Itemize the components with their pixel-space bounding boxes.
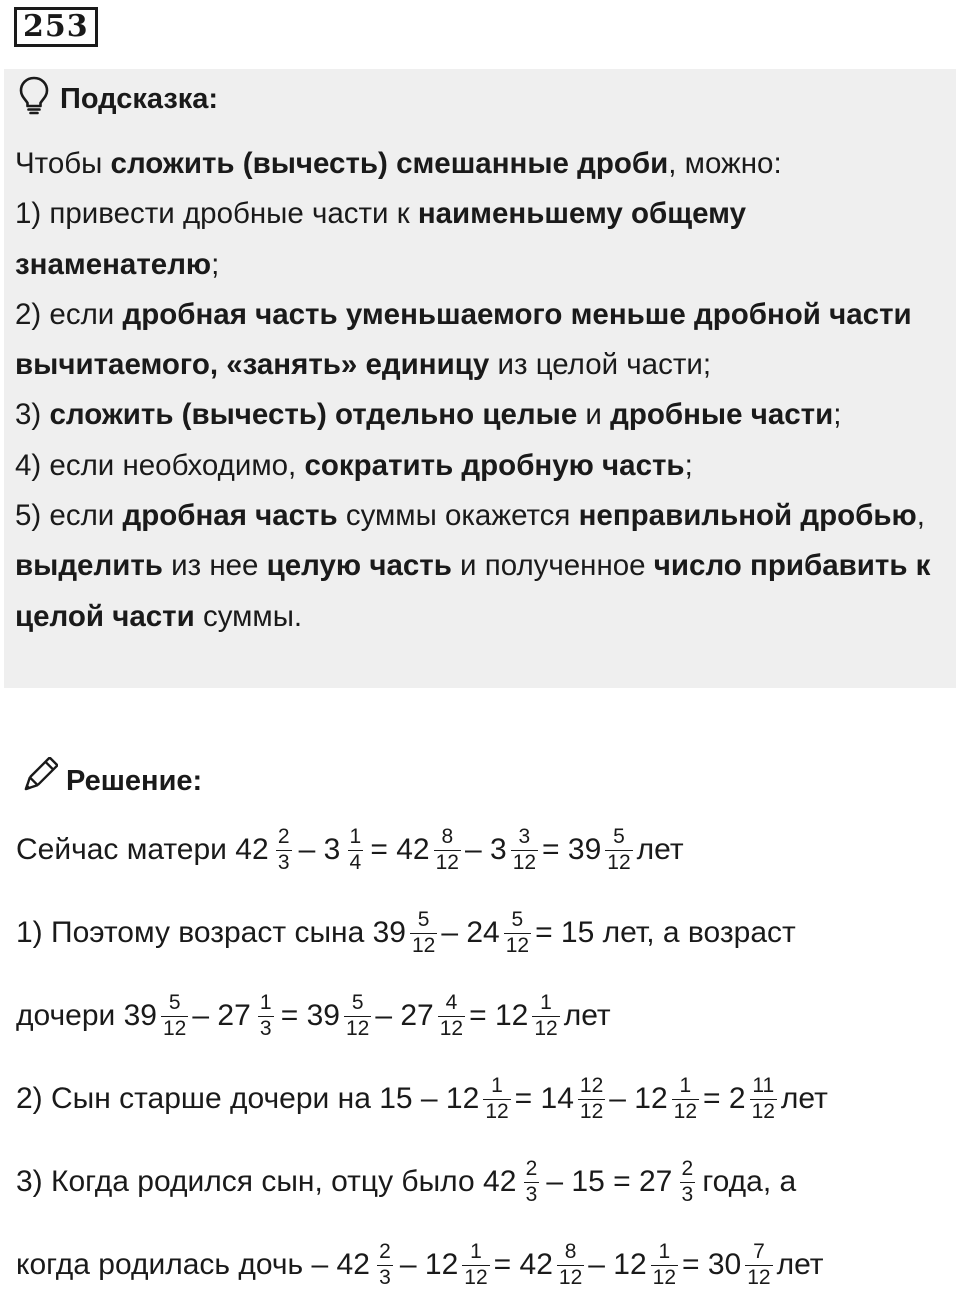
fraction-numerator: 1 <box>259 991 272 1015</box>
hint-paragraph <box>15 491 945 642</box>
fraction <box>532 992 559 1039</box>
fraction-denominator: 4 <box>349 850 362 874</box>
hint-paragraph <box>15 441 945 491</box>
hint-text: и полученное <box>451 549 654 583</box>
hint-text: ; <box>684 448 693 482</box>
fraction-numerator: 1 <box>491 1074 503 1098</box>
hint-text: 5) если <box>15 499 123 533</box>
fraction-numerator: 2 <box>277 825 290 849</box>
fraction <box>434 826 461 873</box>
solution-text: лет <box>636 833 684 866</box>
solution-text: дочери 39 <box>16 999 157 1032</box>
fraction-numerator: 5 <box>417 908 430 932</box>
solution-text: – 24 <box>441 916 500 949</box>
fraction <box>161 992 188 1039</box>
fraction-denominator: 12 <box>652 1265 676 1289</box>
fraction-denominator: 12 <box>505 933 530 957</box>
hint-bold-text: целую часть <box>266 549 452 583</box>
fraction-denominator: 3 <box>379 1265 391 1289</box>
solution-text: = 42 <box>370 833 430 866</box>
fraction <box>462 1241 489 1288</box>
hint-bold-text: сложить (вычесть) отдельно целые <box>49 398 578 432</box>
hint-paragraph <box>15 189 945 290</box>
fraction-denominator: 12 <box>163 1016 187 1040</box>
solution-text: = 42 <box>493 1248 553 1281</box>
fraction <box>438 992 465 1039</box>
solution-text: когда родилась дочь – 42 <box>16 1248 370 1281</box>
fraction-numerator: 4 <box>445 991 458 1015</box>
hint-bold-text: дробная часть <box>122 499 338 533</box>
solution-text: = 15 лет, а возраст <box>535 916 796 949</box>
fraction-denominator: 3 <box>259 1016 272 1040</box>
solution-text: года, а <box>702 1165 797 1198</box>
pencil-icon <box>18 757 58 805</box>
solution-text: – 15 = 27 <box>546 1165 673 1198</box>
hint-text: 4) если необходимо, <box>15 448 305 482</box>
solution-line-4 <box>16 1069 828 1129</box>
fraction <box>273 826 295 873</box>
fraction-denominator: 3 <box>277 850 290 874</box>
hint-text: и <box>577 398 611 432</box>
solution-text: Сейчас матери 42 <box>16 833 269 866</box>
hint-body <box>15 139 945 642</box>
fraction-numerator: 1 <box>658 1240 671 1264</box>
solution-text: 3) Когда родился сын, отцу было 42 <box>16 1165 517 1198</box>
fraction <box>374 1241 396 1288</box>
fraction-denominator: 12 <box>435 850 459 874</box>
fraction-numerator: 11 <box>752 1074 775 1098</box>
solution-text: – 12 <box>399 1248 459 1281</box>
solution-header <box>18 760 202 802</box>
fraction-numerator: 5 <box>511 908 524 932</box>
fraction-denominator: 12 <box>439 1016 464 1040</box>
fraction-denominator: 3 <box>525 1182 538 1206</box>
fraction-denominator: 12 <box>512 850 537 874</box>
hint-bold-text: сократить дробную часть <box>304 448 685 482</box>
hint-text: , можно: <box>668 147 782 180</box>
fraction <box>651 1241 678 1288</box>
solution-line-6 <box>16 1235 824 1295</box>
hint-bold-text: наименьшему общему знаменателю <box>15 197 746 281</box>
fraction <box>745 1241 772 1288</box>
fraction-numerator: 1 <box>349 825 362 849</box>
solution-text: – 12 <box>588 1248 647 1281</box>
fraction-numerator: 12 <box>579 1074 604 1098</box>
fraction <box>672 1075 699 1122</box>
fraction <box>676 1158 698 1205</box>
fraction-denominator: 3 <box>681 1182 694 1206</box>
fraction <box>504 909 531 956</box>
fraction <box>344 992 371 1039</box>
hint-text: суммы окажется <box>337 499 579 533</box>
fraction <box>605 826 632 873</box>
hint-text: Чтобы <box>15 147 111 180</box>
fraction-numerator: 8 <box>564 1240 577 1264</box>
solution-text: – 3 <box>298 833 341 866</box>
fraction-denominator: 12 <box>673 1099 698 1123</box>
hint-bold-text: дробная часть уменьшаемого меньше дробной части вычитаемого, «занять» единицу <box>15 297 912 382</box>
fraction <box>750 1075 777 1122</box>
fraction <box>410 909 437 956</box>
fraction-denominator: 12 <box>558 1265 583 1289</box>
solution-text: = 39 <box>280 999 340 1032</box>
solution-title: Решение: <box>66 764 203 797</box>
fraction-denominator: 12 <box>411 933 436 957</box>
fraction <box>511 826 538 873</box>
fraction <box>520 1158 542 1205</box>
fraction-numerator: 7 <box>753 1240 765 1264</box>
solution-text: = 14 <box>514 1082 574 1115</box>
hint-text: , <box>916 499 925 533</box>
solution-text: лет <box>563 999 611 1032</box>
solution-text: лет <box>780 1082 828 1115</box>
solution-text: = 30 <box>682 1248 742 1281</box>
hint-bold-text: сложить (вычесть) смешанные дроби <box>110 147 669 180</box>
fraction-denominator: 12 <box>534 1016 558 1040</box>
hint-title: Подсказка: <box>60 82 219 115</box>
solution-line-3 <box>16 986 611 1046</box>
solution-text: – 3 <box>464 833 507 866</box>
fraction-denominator: 12 <box>747 1265 771 1289</box>
fraction-numerator: 1 <box>470 1240 482 1264</box>
hint-text: суммы. <box>194 599 303 633</box>
hint-bold-text: неправильной дробью <box>578 499 917 533</box>
fraction-numerator: 2 <box>525 1157 538 1181</box>
fraction-denominator: 12 <box>751 1099 775 1123</box>
hint-text: 2) если <box>15 297 123 331</box>
fraction <box>557 1241 584 1288</box>
solution-line-5 <box>16 1152 796 1212</box>
fraction <box>483 1075 510 1122</box>
fraction <box>344 826 366 873</box>
fraction-denominator: 12 <box>485 1099 509 1123</box>
hint-text: ; <box>211 247 220 281</box>
hint-bold-text: число прибавить к целой части <box>15 549 931 633</box>
hint-text: ; <box>833 398 842 432</box>
hint-text: 1) привести дробные части к <box>15 197 418 231</box>
lightbulb-icon <box>18 75 50 123</box>
solution-text: – 27 <box>375 999 434 1032</box>
fraction-denominator: 12 <box>579 1099 604 1123</box>
fraction <box>255 992 277 1039</box>
hint-box <box>4 69 956 688</box>
fraction-numerator: 1 <box>540 991 552 1015</box>
solution-text: 1) Поэтому возраст сына 39 <box>16 916 406 949</box>
fraction-numerator: 5 <box>351 991 364 1015</box>
solution-text: 2) Сын старше дочери на 15 – 12 <box>16 1082 480 1115</box>
hint-bold-text: дробные части <box>610 398 834 432</box>
fraction-numerator: 2 <box>681 1157 694 1181</box>
fraction-denominator: 12 <box>345 1016 370 1040</box>
fraction-denominator: 12 <box>464 1265 488 1289</box>
fraction <box>578 1075 605 1122</box>
fraction-numerator: 8 <box>441 825 454 849</box>
hint-header <box>18 79 218 119</box>
fraction-numerator: 2 <box>379 1240 391 1264</box>
fraction-denominator: 12 <box>607 850 631 874</box>
solution-line-2 <box>16 903 796 963</box>
solution-line-1 <box>16 820 684 880</box>
hint-paragraph <box>15 390 945 440</box>
hint-bold-text: выделить <box>15 549 163 583</box>
solution-text: – 12 <box>609 1082 668 1115</box>
solution-text: = 12 <box>469 999 529 1032</box>
hint-text: 3) <box>15 398 50 432</box>
solution-text: = 39 <box>542 833 602 866</box>
hint-text: из целой части; <box>489 348 712 382</box>
hint-paragraph <box>15 139 945 189</box>
hint-text: из нее <box>162 549 267 583</box>
fraction-numerator: 5 <box>613 825 625 849</box>
task-number: 253 <box>14 7 98 47</box>
fraction-numerator: 1 <box>679 1074 692 1098</box>
solution-text: – 27 <box>192 999 251 1032</box>
solution-text: лет <box>776 1248 824 1281</box>
hint-paragraph <box>15 290 945 391</box>
solution-text: = 2 <box>703 1082 746 1115</box>
fraction-numerator: 3 <box>518 825 531 849</box>
fraction-numerator: 5 <box>168 991 181 1015</box>
